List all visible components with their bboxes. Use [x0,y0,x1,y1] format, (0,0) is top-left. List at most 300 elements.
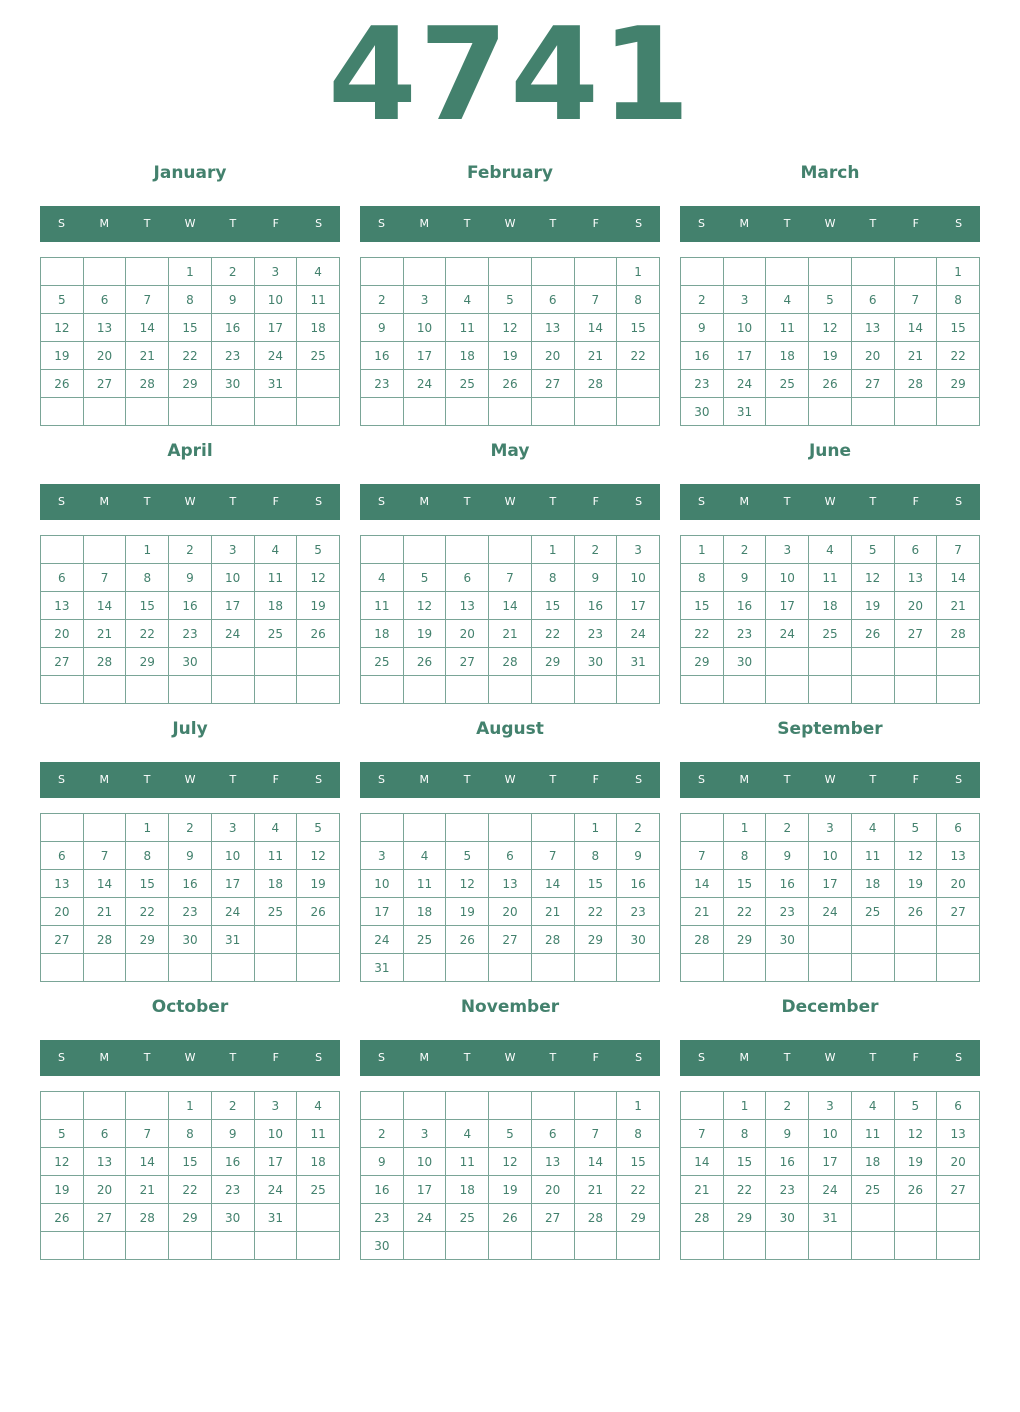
day-cell: 24 [361,926,404,954]
day-cell: 1 [169,1092,212,1120]
empty-day-cell [723,1232,766,1260]
day-cell: 5 [489,286,532,314]
empty-day-cell [937,398,980,426]
empty-day-cell [403,676,446,704]
week-row [361,258,660,286]
empty-day-cell [766,954,809,982]
day-cell: 2 [361,286,404,314]
week-row [41,342,340,370]
day-cell: 10 [254,1120,297,1148]
empty-day-cell [41,676,84,704]
day-cell: 14 [574,314,617,342]
day-cell: 29 [126,648,169,676]
day-cell: 25 [809,620,852,648]
day-grid [40,813,340,982]
weekday-label: M [419,773,430,786]
week-row [361,1232,660,1260]
weekday-label: F [592,773,599,786]
day-cell: 1 [531,536,574,564]
weekday-header [680,484,980,520]
day-cell: 21 [489,620,532,648]
day-cell: 15 [723,870,766,898]
day-cell: 3 [617,536,660,564]
weekday-label: T [229,495,237,508]
day-cell: 20 [937,1148,980,1176]
day-cell: 21 [126,342,169,370]
day-cell: 2 [169,814,212,842]
empty-day-cell [894,398,937,426]
day-cell: 24 [766,620,809,648]
weekday-label: W [184,495,196,508]
week-row [41,286,340,314]
day-cell: 15 [681,592,724,620]
weekday-header [40,206,340,242]
weekday-label: W [824,217,836,230]
day-cell: 17 [211,592,254,620]
empty-day-cell [937,676,980,704]
empty-day-cell [126,1092,169,1120]
day-cell: 29 [723,926,766,954]
day-cell: 27 [446,648,489,676]
week-row [41,1148,340,1176]
weekday-label: F [592,217,599,230]
week-row [361,870,660,898]
empty-day-cell [894,1232,937,1260]
empty-day-cell [894,926,937,954]
weekday-label: T [229,1051,237,1064]
day-cell: 19 [297,592,340,620]
empty-day-cell [446,1232,489,1260]
empty-day-cell [681,258,724,286]
day-cell: 4 [297,258,340,286]
day-cell: 24 [809,898,852,926]
weekday-label: T [549,773,557,786]
day-cell: 7 [83,842,126,870]
day-cell: 20 [531,1176,574,1204]
empty-day-cell [809,1232,852,1260]
week-row [41,1092,340,1120]
weekday-label: S [315,217,323,230]
day-cell: 7 [894,286,937,314]
day-cell: 27 [937,898,980,926]
weekday-header [680,1040,980,1076]
day-cell: 14 [681,870,724,898]
day-grid [680,813,980,982]
week-row [361,954,660,982]
day-cell: 20 [937,870,980,898]
day-cell: 14 [681,1148,724,1176]
day-cell: 14 [937,564,980,592]
empty-day-cell [41,814,84,842]
day-cell: 30 [723,648,766,676]
day-cell: 9 [211,286,254,314]
weekday-label: S [635,217,643,230]
day-cell: 14 [531,870,574,898]
week-row [41,648,340,676]
week-row [41,370,340,398]
day-cell: 2 [681,286,724,314]
empty-day-cell [851,258,894,286]
day-cell: 19 [489,342,532,370]
empty-day-cell [297,676,340,704]
day-cell: 29 [169,1204,212,1232]
day-cell: 26 [894,898,937,926]
day-cell: 4 [254,814,297,842]
weekday-label: S [57,773,65,786]
day-cell: 5 [809,286,852,314]
empty-day-cell [766,676,809,704]
day-cell: 22 [723,1176,766,1204]
weekday-label: F [592,495,599,508]
day-cell: 29 [617,1204,660,1232]
weekday-label: S [377,1051,385,1064]
day-cell: 26 [297,898,340,926]
month-name: January [153,163,227,183]
day-cell: 11 [254,564,297,592]
day-cell: 18 [361,620,404,648]
day-cell: 9 [361,1148,404,1176]
weekday-header [40,762,340,798]
day-cell: 23 [361,1204,404,1232]
empty-day-cell [766,648,809,676]
day-cell: 31 [617,648,660,676]
empty-day-cell [681,954,724,982]
day-cell: 20 [894,592,937,620]
day-cell: 6 [531,286,574,314]
day-cell: 11 [446,1148,489,1176]
empty-day-cell [254,954,297,982]
day-cell: 28 [489,648,532,676]
day-cell: 14 [126,1148,169,1176]
empty-day-cell [851,954,894,982]
day-cell: 15 [169,314,212,342]
day-cell: 29 [531,648,574,676]
day-cell: 19 [41,1176,84,1204]
year-title: 4741 [327,1,693,150]
day-cell: 28 [126,1204,169,1232]
week-row [41,870,340,898]
day-cell: 13 [41,592,84,620]
day-cell: 18 [446,342,489,370]
day-cell: 13 [531,1148,574,1176]
day-cell: 18 [809,592,852,620]
empty-day-cell [937,648,980,676]
empty-day-cell [446,1092,489,1120]
weekday-label: S [697,1051,705,1064]
day-cell: 9 [681,314,724,342]
weekday-label: T [143,773,151,786]
day-cell: 30 [169,926,212,954]
empty-day-cell [617,676,660,704]
day-cell: 7 [937,536,980,564]
weekday-label: S [57,495,65,508]
day-cell: 12 [894,842,937,870]
week-row [361,842,660,870]
weekday-label: T [229,773,237,786]
day-cell: 8 [681,564,724,592]
day-cell: 17 [254,1148,297,1176]
weekday-label: M [739,773,750,786]
day-cell: 29 [937,370,980,398]
day-cell: 8 [574,842,617,870]
day-cell: 6 [489,842,532,870]
day-cell: 13 [83,1148,126,1176]
day-cell: 10 [254,286,297,314]
day-cell: 1 [169,258,212,286]
empty-day-cell [446,536,489,564]
empty-day-cell [41,1092,84,1120]
weekday-label: F [272,217,279,230]
day-cell: 6 [446,564,489,592]
weekday-label: W [504,1051,516,1064]
day-grid [40,257,340,426]
day-cell: 5 [894,814,937,842]
day-cell: 21 [574,1176,617,1204]
day-cell: 23 [681,370,724,398]
day-cell: 18 [851,870,894,898]
day-cell: 22 [617,342,660,370]
week-row [681,926,980,954]
day-cell: 21 [531,898,574,926]
weekday-label: T [869,1051,877,1064]
week-row [41,1176,340,1204]
day-cell: 20 [446,620,489,648]
week-row [41,258,340,286]
day-cell: 23 [211,342,254,370]
day-cell: 15 [531,592,574,620]
day-cell: 9 [361,314,404,342]
day-cell: 8 [169,1120,212,1148]
empty-day-cell [297,1232,340,1260]
empty-day-cell [361,536,404,564]
empty-day-cell [403,536,446,564]
day-cell: 2 [766,1092,809,1120]
day-cell: 25 [297,1176,340,1204]
day-cell: 7 [574,1120,617,1148]
day-cell: 1 [681,536,724,564]
empty-day-cell [403,1092,446,1120]
day-cell: 30 [211,370,254,398]
empty-day-cell [617,370,660,398]
day-cell: 25 [297,342,340,370]
week-row [361,1176,660,1204]
empty-day-cell [766,398,809,426]
day-grid [360,535,660,704]
weekday-label: F [272,1051,279,1064]
empty-day-cell [723,954,766,982]
day-cell: 11 [403,870,446,898]
day-cell: 12 [809,314,852,342]
day-cell: 30 [681,398,724,426]
weekday-label: S [377,217,385,230]
empty-day-cell [403,398,446,426]
day-grid [680,535,980,704]
day-cell: 29 [681,648,724,676]
week-row [361,1148,660,1176]
empty-day-cell [617,1232,660,1260]
empty-day-cell [361,258,404,286]
day-cell: 10 [766,564,809,592]
day-cell: 16 [169,870,212,898]
day-cell: 14 [83,870,126,898]
day-cell: 2 [723,536,766,564]
day-cell: 12 [489,314,532,342]
month-name: March [800,163,860,183]
weekday-label: T [869,773,877,786]
day-cell: 4 [851,814,894,842]
empty-day-cell [894,258,937,286]
week-row [681,370,980,398]
day-cell: 16 [723,592,766,620]
empty-day-cell [169,1232,212,1260]
day-cell: 14 [894,314,937,342]
day-cell: 28 [681,1204,724,1232]
day-cell: 24 [254,1176,297,1204]
day-cell: 27 [851,370,894,398]
week-row [41,592,340,620]
weekday-label: T [463,773,471,786]
day-cell: 10 [809,842,852,870]
week-row [361,536,660,564]
weekday-header [360,762,660,798]
day-cell: 28 [531,926,574,954]
day-cell: 11 [446,314,489,342]
empty-day-cell [894,648,937,676]
day-cell: 1 [937,258,980,286]
day-cell: 2 [211,258,254,286]
day-cell: 21 [574,342,617,370]
empty-day-cell [297,370,340,398]
weekday-label: T [463,217,471,230]
day-cell: 8 [126,842,169,870]
day-cell: 1 [617,1092,660,1120]
week-row [41,954,340,982]
weekday-label: T [783,1051,791,1064]
weekday-label: S [377,773,385,786]
day-cell: 9 [766,842,809,870]
day-cell: 9 [766,1120,809,1148]
day-cell: 27 [894,620,937,648]
weekday-label: T [549,217,557,230]
day-grid [680,1091,980,1260]
day-cell: 30 [766,926,809,954]
empty-day-cell [851,1232,894,1260]
week-row [681,314,980,342]
weekday-label: T [869,495,877,508]
empty-day-cell [574,258,617,286]
weekday-header [680,206,980,242]
weekday-label: S [955,495,963,508]
day-cell: 17 [809,1148,852,1176]
day-cell: 9 [211,1120,254,1148]
day-cell: 27 [83,370,126,398]
day-grid [360,1091,660,1260]
day-cell: 6 [937,1092,980,1120]
empty-day-cell [41,398,84,426]
week-row [681,954,980,982]
month-name: June [808,441,852,461]
empty-day-cell [489,1232,532,1260]
empty-day-cell [809,258,852,286]
empty-day-cell [851,926,894,954]
day-cell: 17 [403,342,446,370]
month-name: December [781,997,879,1017]
day-cell: 1 [723,814,766,842]
week-row [41,620,340,648]
weekday-label: S [57,1051,65,1064]
day-cell: 12 [41,1148,84,1176]
week-row [361,1204,660,1232]
day-cell: 16 [681,342,724,370]
empty-day-cell [254,398,297,426]
day-cell: 18 [403,898,446,926]
day-cell: 24 [617,620,660,648]
day-cell: 31 [211,926,254,954]
empty-day-cell [766,258,809,286]
weekday-label: F [912,495,919,508]
week-row [41,676,340,704]
empty-day-cell [83,954,126,982]
empty-day-cell [254,1232,297,1260]
empty-day-cell [531,1232,574,1260]
day-cell: 18 [254,592,297,620]
weekday-label: F [272,495,279,508]
weekday-label: S [955,1051,963,1064]
day-cell: 19 [41,342,84,370]
day-cell: 6 [937,814,980,842]
weekday-label: M [99,1051,110,1064]
empty-day-cell [531,258,574,286]
weekday-header [680,762,980,798]
day-cell: 26 [489,370,532,398]
day-cell: 22 [169,1176,212,1204]
day-cell: 6 [851,286,894,314]
week-row [361,676,660,704]
weekday-label: S [377,495,385,508]
day-grid [680,257,980,426]
empty-day-cell [851,398,894,426]
empty-day-cell [211,398,254,426]
weekday-label: T [783,773,791,786]
week-row [361,286,660,314]
day-cell: 19 [446,898,489,926]
day-cell: 12 [489,1148,532,1176]
day-cell: 20 [83,342,126,370]
day-cell: 30 [574,648,617,676]
weekday-header [40,1040,340,1076]
empty-day-cell [169,398,212,426]
day-cell: 10 [211,564,254,592]
weekday-label: S [635,773,643,786]
week-row [681,258,980,286]
month-name: July [172,719,208,739]
day-cell: 23 [574,620,617,648]
empty-day-cell [403,258,446,286]
day-cell: 4 [361,564,404,592]
day-cell: 20 [531,342,574,370]
empty-day-cell [126,1232,169,1260]
week-row [41,564,340,592]
day-cell: 22 [126,620,169,648]
day-cell: 1 [126,536,169,564]
week-row [681,1232,980,1260]
day-cell: 9 [169,564,212,592]
empty-day-cell [297,926,340,954]
empty-day-cell [41,954,84,982]
empty-day-cell [574,1232,617,1260]
day-cell: 23 [766,1176,809,1204]
day-cell: 24 [211,620,254,648]
